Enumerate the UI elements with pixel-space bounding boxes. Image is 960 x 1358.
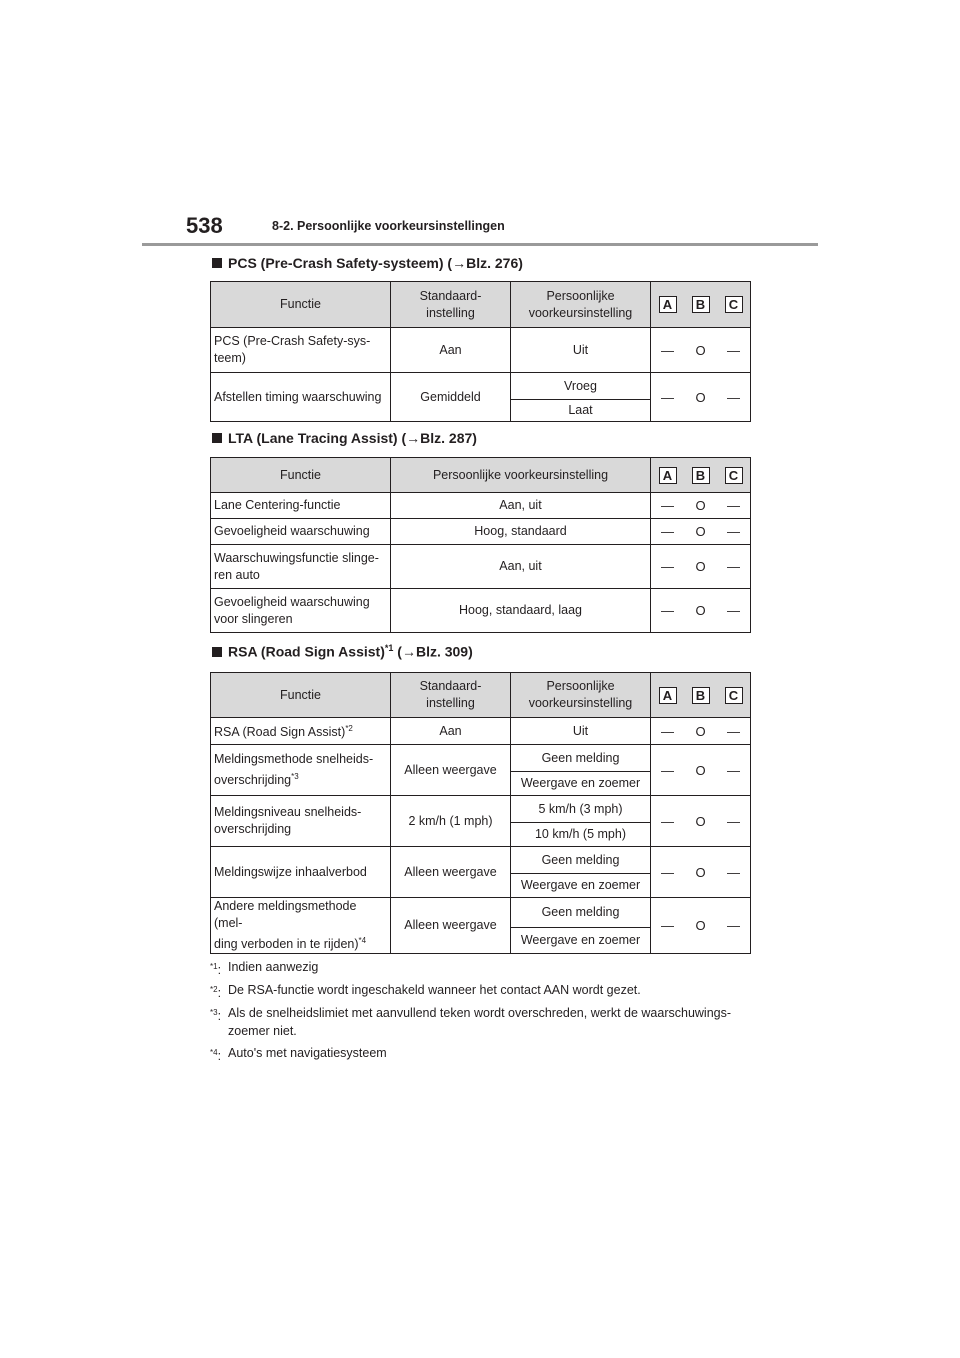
cell-optie: Weergave en zoemer <box>511 772 651 796</box>
table-row <box>211 718 751 745</box>
header-standaard: Standaard- instelling <box>391 673 511 718</box>
cell-b: O <box>695 603 706 618</box>
cell-functie: Meldingsniveau snelheids- overschrijding <box>211 796 391 847</box>
table-header-row <box>211 458 751 493</box>
arrow-icon: → <box>452 255 467 271</box>
table-row <box>211 589 751 633</box>
rsa-table <box>210 672 751 954</box>
cell-b: O <box>695 813 706 829</box>
cell-optie: Uit <box>511 328 651 373</box>
footnote-ref: *4 <box>358 936 367 945</box>
footnote-4: $^{*4}$: Auto's met navigatiesysteem <box>210 1046 387 1064</box>
table-header-row <box>211 282 751 328</box>
table-row <box>211 545 751 589</box>
header-functie: Functie <box>211 458 391 493</box>
footnote-ref: *3 <box>291 771 299 781</box>
section-square-icon <box>212 647 222 657</box>
cell-abc <box>651 847 751 898</box>
cell-abc <box>651 898 751 954</box>
header-standaard: Standaard- instelling <box>391 282 511 328</box>
table-header-row <box>211 673 751 718</box>
cell-a: — <box>661 389 674 405</box>
cell-standaard: Aan <box>391 328 511 373</box>
section-square-icon <box>212 258 222 268</box>
abc-c-icon: C <box>725 467 743 484</box>
cell-functie: Andere meldingsmethode (mel- ding verboden in te rijden)$^{*4}$ <box>211 898 391 954</box>
abc-c-icon: C <box>725 687 743 704</box>
cell-a: — <box>661 723 674 739</box>
cell-b: O <box>695 918 706 934</box>
table-row <box>211 373 751 400</box>
cell-optie: Vroeg <box>511 373 651 400</box>
header-abc <box>651 673 751 718</box>
header-abc <box>651 282 751 328</box>
abc-b-icon: B <box>692 687 710 704</box>
cell-b: O <box>695 762 706 778</box>
abc-a-icon: A <box>659 467 677 484</box>
cell-functie: Afstellen timing waarschuwing <box>211 373 391 422</box>
cell-a: — <box>661 918 674 934</box>
cell-b: O <box>695 723 706 739</box>
cell-a: — <box>661 524 674 539</box>
cell-c: — <box>727 498 740 513</box>
table-row <box>211 493 751 519</box>
cell-a: — <box>661 813 674 829</box>
cell-c: — <box>727 813 740 829</box>
cell-waarde: Aan, uit <box>391 545 651 589</box>
cell-c: — <box>727 389 740 405</box>
cell-abc <box>651 545 751 589</box>
header-functie: Functie <box>211 673 391 718</box>
table-row <box>211 519 751 545</box>
footnote-ref: *2 <box>345 724 353 734</box>
cell-optie: Weergave en zoemer <box>511 927 651 953</box>
table-row <box>211 847 751 874</box>
cell-a: — <box>661 603 674 618</box>
arrow-icon: → <box>401 643 416 660</box>
pcs-section-title: PCS (Pre-Crash Safety-systeem) (→Blz. 276) <box>212 255 523 271</box>
footnote-1: $^{*1}$: Indien aanwezig <box>210 960 319 978</box>
cell-functie: Lane Centering-functie <box>211 493 391 519</box>
cell-abc <box>651 493 751 519</box>
cell-functie: Meldingsmethode snelheids- overschrijding$^{*3}$ <box>211 745 391 796</box>
cell-optie: Geen melding <box>511 898 651 928</box>
cell-standaard: Alleen weergave <box>391 745 511 796</box>
cell-abc <box>651 519 751 545</box>
cell-c: — <box>727 559 740 574</box>
cell-optie: Geen melding <box>511 745 651 772</box>
cell-standaard: 2 km/h (1 mph) <box>391 796 511 847</box>
cell-functie: PCS (Pre-Crash Safety-sys- teem) <box>211 328 391 373</box>
cell-c: — <box>727 524 740 539</box>
rsa-section-title: RSA (Road Sign Assist)$^{*1}$ (→Blz. 309) <box>212 643 473 660</box>
cell-b: O <box>695 524 706 539</box>
lta-table <box>210 457 751 633</box>
abc-b-icon: B <box>692 296 710 313</box>
cell-optie: Weergave en zoemer <box>511 874 651 898</box>
cell-standaard: Aan <box>391 718 511 745</box>
cell-standaard: Gemiddeld <box>391 373 511 422</box>
abc-b-icon: B <box>692 467 710 484</box>
abc-a-icon: A <box>659 687 677 704</box>
cell-a: — <box>661 559 674 574</box>
cell-waarde: Hoog, standaard <box>391 519 651 545</box>
cell-abc <box>651 745 751 796</box>
pcs-table <box>210 281 751 422</box>
arrow-icon: → <box>406 430 421 446</box>
chapter-title: 8-2. Persoonlijke voorkeursinstellingen <box>272 219 505 233</box>
cell-abc <box>651 328 751 373</box>
table-row <box>211 328 751 373</box>
abc-c-icon: C <box>725 296 743 313</box>
abc-a-icon: A <box>659 296 677 313</box>
footnote-2: $^{*2}$: De RSA-functie wordt ingeschakeld wanneer het contact AAN wordt gezet. <box>210 983 641 1001</box>
cell-optie: Geen melding <box>511 847 651 874</box>
cell-abc <box>651 589 751 633</box>
cell-standaard: Alleen weergave <box>391 847 511 898</box>
cell-c: — <box>727 342 740 358</box>
cell-abc <box>651 718 751 745</box>
cell-b: O <box>695 389 706 405</box>
cell-functie: Meldingswijze inhaalverbod <box>211 847 391 898</box>
header-functie: Functie <box>211 282 391 328</box>
table-row <box>211 898 751 928</box>
cell-standaard: Alleen weergave <box>391 898 511 954</box>
cell-optie: 10 km/h (5 mph) <box>511 823 651 847</box>
cell-waarde: Hoog, standaard, laag <box>391 589 651 633</box>
cell-c: — <box>727 864 740 880</box>
header-abc <box>651 458 751 493</box>
header-rule <box>142 243 818 246</box>
section-square-icon <box>212 433 222 443</box>
cell-functie: Waarschuwingsfunctie slinge- ren auto <box>211 545 391 589</box>
lta-section-title: LTA (Lane Tracing Assist) (→Blz. 287) <box>212 430 477 446</box>
cell-functie: Gevoeligheid waarschuwing voor slingeren <box>211 589 391 633</box>
cell-functie: Gevoeligheid waarschuwing <box>211 519 391 545</box>
cell-b: O <box>695 342 706 358</box>
header-persoonlijk: Persoonlijke voorkeursinstelling <box>511 282 651 328</box>
cell-b: O <box>695 559 706 574</box>
header-persoonlijk: Persoonlijke voorkeursinstelling <box>511 673 651 718</box>
cell-c: — <box>727 723 740 739</box>
cell-abc <box>651 373 751 422</box>
table-row <box>211 796 751 823</box>
cell-optie: Laat <box>511 400 651 422</box>
table-row <box>211 745 751 772</box>
cell-abc <box>651 796 751 847</box>
cell-c: — <box>727 918 740 934</box>
cell-c: — <box>727 762 740 778</box>
cell-optie: 5 km/h (3 mph) <box>511 796 651 823</box>
cell-a: — <box>661 762 674 778</box>
cell-optie: Uit <box>511 718 651 745</box>
cell-b: O <box>695 864 706 880</box>
cell-c: — <box>727 603 740 618</box>
cell-a: — <box>661 864 674 880</box>
footnote-3: $^{*3}$: Als de snelheidslimiet met aanvullend teken wordt overschreden, werkt de waarschuwings- zoemer niet. <box>210 1006 732 1038</box>
cell-functie: RSA (Road Sign Assist)$^{*2}$ <box>211 718 391 745</box>
footnote-ref: *1 <box>384 643 394 653</box>
page-number: 538 <box>186 213 223 238</box>
cell-waarde: Aan, uit <box>391 493 651 519</box>
cell-a: — <box>661 498 674 513</box>
cell-b: O <box>695 498 706 513</box>
cell-a: — <box>661 342 674 358</box>
header-persoonlijk: Persoonlijke voorkeursinstelling <box>391 458 651 493</box>
